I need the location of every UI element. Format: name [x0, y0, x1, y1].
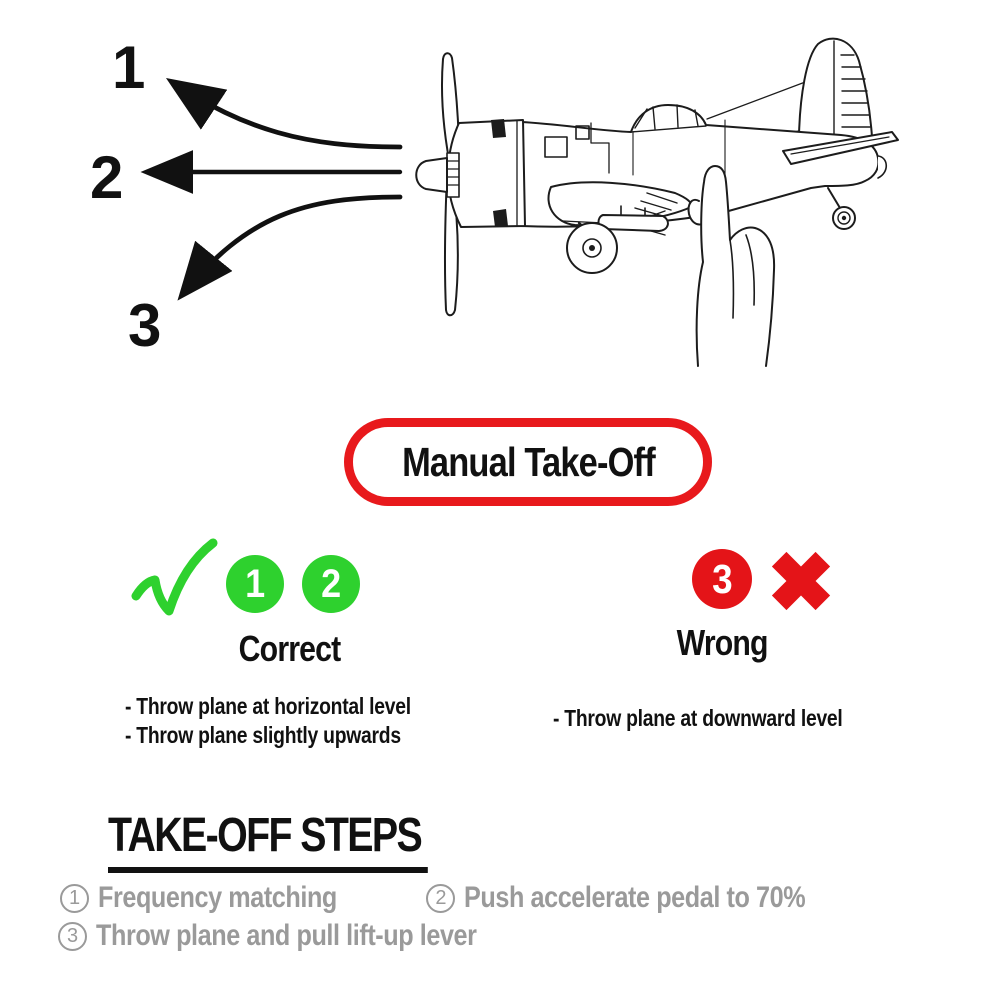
step-2-text: Push accelerate pedal to 70% — [464, 881, 806, 914]
step-item-1 — [60, 881, 382, 915]
airplane-illustration — [395, 25, 970, 370]
step-2-marker: 2 — [426, 884, 455, 913]
step-item-3 — [58, 919, 549, 953]
bullet-text: - Throw plane at horizontal level — [125, 693, 411, 719]
step-3-text: Throw plane and pull lift-up lever — [96, 919, 477, 952]
bullet-text: - Throw plane at downward level — [553, 705, 843, 731]
correct-badge-1 — [226, 555, 284, 613]
throw-option-2-label: 2 — [90, 144, 124, 211]
bullet-text: - Throw plane slightly upwards — [125, 722, 401, 748]
check-icon — [128, 538, 220, 630]
correct-title-text: Correct — [239, 628, 341, 669]
correct-badge-1-number: 1 — [244, 561, 266, 606]
manual-takeoff-banner — [344, 418, 712, 506]
step-item-2 — [426, 881, 870, 915]
wrong-badge-3 — [692, 549, 752, 609]
takeoff-steps-heading: TAKE-OFF STEPS — [108, 808, 428, 873]
correct-title — [150, 628, 430, 670]
cross-icon — [766, 546, 836, 616]
bullet-item — [553, 704, 898, 733]
banner-label: Manual Take-Off — [401, 438, 655, 485]
correct-bullets — [125, 692, 465, 750]
wrong-bullets — [553, 704, 898, 733]
step-1-text: Frequency matching — [98, 881, 337, 914]
bullet-item — [125, 692, 465, 721]
correct-badge-2-number: 2 — [320, 561, 342, 606]
step-1-marker: 1 — [60, 884, 89, 913]
takeoff-steps-section — [108, 808, 498, 873]
wrong-title-text: Wrong — [676, 622, 768, 663]
throw-option-3-label: 3 — [128, 292, 162, 359]
wrong-title — [632, 622, 812, 664]
wrong-badge-3-number: 3 — [711, 555, 733, 602]
steps-row-1 — [60, 881, 871, 915]
steps-row-2 — [58, 919, 549, 953]
correct-badge-2 — [302, 555, 360, 613]
step-3-marker: 3 — [58, 922, 87, 951]
throw-option-1-label: 1 — [112, 34, 146, 101]
bullet-item — [125, 721, 465, 750]
